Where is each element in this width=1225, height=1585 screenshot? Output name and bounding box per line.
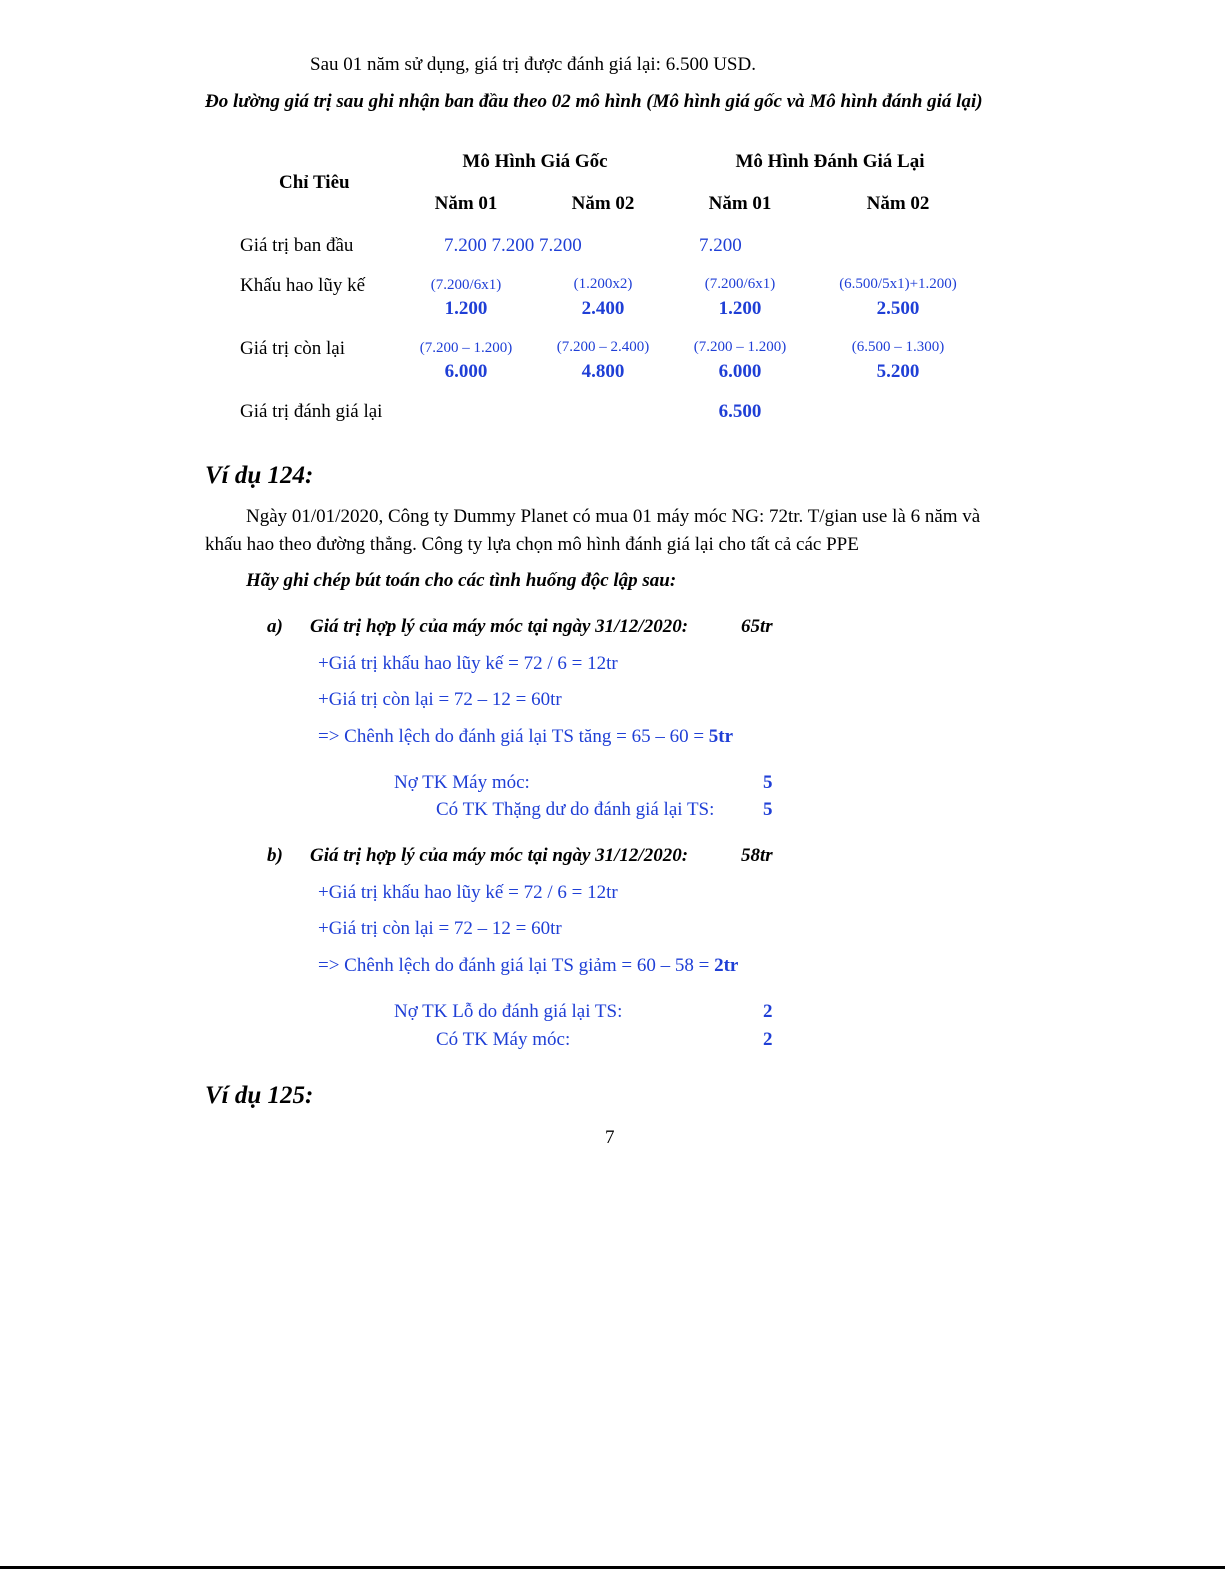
calc-result-amount: 2tr <box>714 955 739 976</box>
year-header: Năm 01 <box>434 193 498 214</box>
calc-result-amount: 5tr <box>708 726 734 747</box>
section-subtitle: Đo lường giá trị sau ghi nhận ban đầu theo 02 mô hình (Mô hình giá gốc và Mô hình đánh giá lại) <box>205 91 983 112</box>
cell-value: 6.000 <box>444 361 488 382</box>
task-instruction: Hãy ghi chép bút toán cho các tình huống độc lập sau: <box>246 570 677 591</box>
row-label: Khấu hao lũy kế <box>240 275 366 296</box>
col-header-chitieu: Chỉ Tiêu <box>279 172 350 193</box>
cell-formula: (7.200 – 1.200) <box>693 339 787 355</box>
journal-credit-amount: 2 <box>763 1029 773 1050</box>
calc-result-text: => Chênh lệch do đánh giá lại TS tăng = 65 – 60 = <box>318 726 709 747</box>
cell-formula: (7.200 – 1.200) <box>419 340 513 356</box>
calc-line: +Giá trị còn lại = 72 – 12 = 60tr <box>318 689 562 710</box>
page-bottom-rule <box>0 1566 1225 1569</box>
group-header-danhgia: Mô Hình Đánh Giá Lại <box>735 151 925 172</box>
calc-result-text: => Chênh lệch do đánh giá lại TS giảm = 60 – 58 = <box>318 955 715 976</box>
year-header: Năm 02 <box>571 193 635 214</box>
cell-formula: (7.200 – 2.400) <box>556 339 650 355</box>
journal-debit: Nợ TK Máy móc: <box>394 772 530 793</box>
cell-value: 2.500 <box>876 298 920 319</box>
cell-value: 1.200 <box>718 298 762 319</box>
calc-line: +Giá trị còn lại = 72 – 12 = 60tr <box>318 918 562 939</box>
cell-formula: (6.500/5x1)+1.200) <box>839 276 957 292</box>
cell-value: 5.200 <box>876 361 920 382</box>
year-header: Năm 01 <box>708 193 772 214</box>
row-label: Giá trị còn lại <box>240 338 345 359</box>
journal-debit: Nợ TK Lỗ do đánh giá lại TS: <box>394 1001 623 1022</box>
journal-debit-amount: 5 <box>763 772 773 793</box>
cell-formula: (7.200/6x1) <box>704 276 776 292</box>
example-heading: Ví dụ 124: <box>205 462 314 489</box>
cell-value: 7.200 7.200 7.200 <box>444 235 582 256</box>
page-number: 7 <box>605 1127 615 1148</box>
case-title: Giá trị hợp lý của máy móc tại ngày 31/12/2020: <box>310 845 689 866</box>
calc-result <box>318 726 733 748</box>
case-value: 65tr <box>741 616 773 637</box>
journal-credit: Có TK Máy móc: <box>436 1029 571 1050</box>
cell-value: 2.400 <box>581 298 625 319</box>
case-marker: b) <box>267 845 283 866</box>
cell-formula: (7.200/6x1) <box>430 277 502 293</box>
paragraph-line: khấu hao theo đường thẳng. Công ty lựa chọn mô hình đánh giá lại cho tất cả các PPE <box>205 534 859 555</box>
case-title: Giá trị hợp lý của máy móc tại ngày 31/12/2020: <box>310 616 689 637</box>
row-label: Giá trị ban đầu <box>240 235 354 256</box>
cell-formula: (6.500 – 1.300) <box>851 339 945 355</box>
cell-value: 7.200 <box>699 235 742 256</box>
year-header: Năm 02 <box>866 193 930 214</box>
case-marker: a) <box>267 616 283 637</box>
journal-debit-amount: 2 <box>763 1001 773 1022</box>
group-header-goc: Mô Hình Giá Gốc <box>462 151 608 172</box>
case-value: 58tr <box>741 845 773 866</box>
cell-value: 4.800 <box>581 361 625 382</box>
calc-result <box>318 955 738 977</box>
calc-line: +Giá trị khấu hao lũy kế = 72 / 6 = 12tr <box>318 653 618 674</box>
paragraph-line: Ngày 01/01/2020, Công ty Dummy Planet có mua 01 máy móc NG: 72tr. T/gian use là 6 năm và <box>246 506 981 527</box>
journal-credit: Có TK Thặng dư do đánh giá lại TS: <box>436 799 715 820</box>
intro-line: Sau 01 năm sử dụng, giá trị được đánh giá lại: 6.500 USD. <box>310 54 756 75</box>
cell-value: 6.000 <box>718 361 762 382</box>
row-label: Giá trị đánh giá lại <box>240 401 383 422</box>
calc-line: +Giá trị khấu hao lũy kế = 72 / 6 = 12tr <box>318 882 618 903</box>
cell-value: 6.500 <box>718 401 762 422</box>
example-heading: Ví dụ 125: <box>205 1082 314 1109</box>
journal-credit-amount: 5 <box>763 799 773 820</box>
cell-value: 1.200 <box>444 298 488 319</box>
cell-formula: (1.200x2) <box>573 276 633 292</box>
